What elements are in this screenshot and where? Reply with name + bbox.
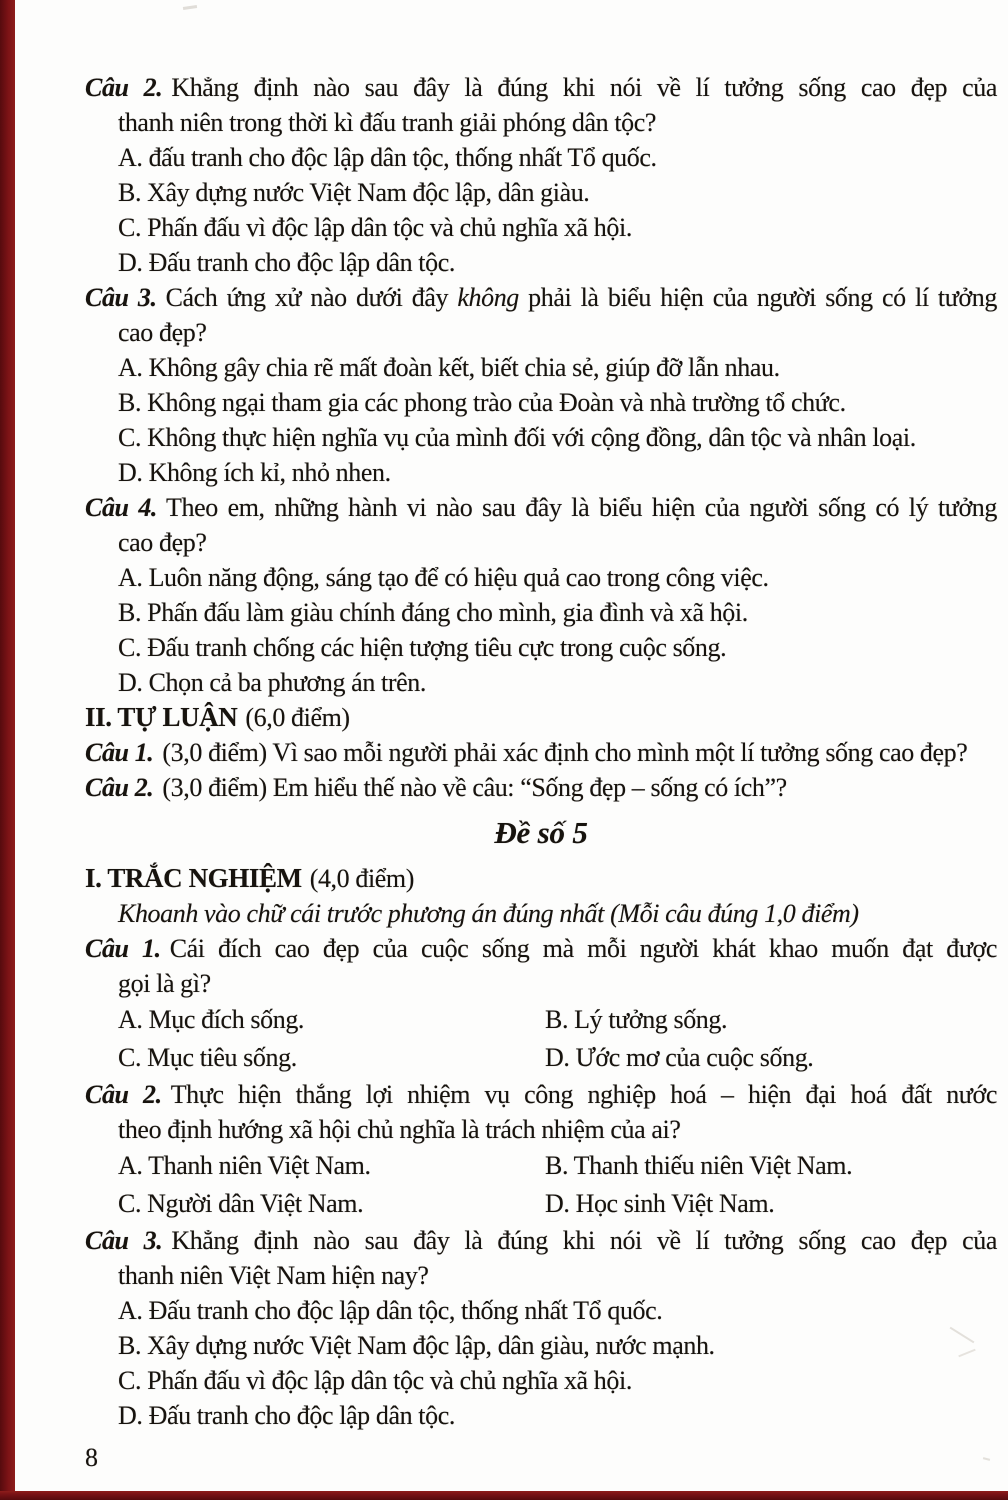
- answer-option: B. Thanh thiếu niên Việt Nam.: [545, 1151, 853, 1180]
- answer-option: B. Xây dựng nước Việt Nam độc lập, dân giàu, nước mạnh.: [118, 1331, 715, 1360]
- question-text-line: Theo em, những hành vi nào sau đây là biểu hiện của người sống có lý tưởng: [166, 493, 998, 522]
- section-title: II. TỰ LUẬN: [85, 702, 238, 732]
- book-cover-left-edge: [0, 0, 15, 1500]
- section-points: (4,0 điểm): [309, 864, 414, 893]
- answer-option: D. Học sinh Việt Nam.: [545, 1189, 775, 1218]
- page-number: 8: [85, 1443, 98, 1472]
- question-text-line: thanh niên trong thời kì đấu tranh giải phóng dân tộc?: [118, 108, 657, 137]
- answer-option: B. Xây dựng nước Việt Nam độc lập, dân giàu.: [118, 178, 590, 207]
- section-title: I. TRẮC NGHIỆM: [85, 863, 302, 893]
- question-label: Câu 4.: [85, 493, 158, 522]
- question-text-line: thanh niên Việt Nam hiện nay?: [118, 1261, 429, 1290]
- answer-option: A. Thanh niên Việt Nam.: [118, 1151, 371, 1180]
- answer-option: D. Đấu tranh cho độc lập dân tộc.: [118, 248, 455, 277]
- question-text-line: Khẳng định nào sau đây là đúng khi nói về lí tưởng sống cao đẹp của: [171, 73, 997, 102]
- answer-option: D. Ước mơ của cuộc sống.: [545, 1043, 814, 1072]
- question-heading: [85, 280, 997, 315]
- page-content: [85, 70, 997, 1473]
- question-label: Câu 2.: [85, 1080, 162, 1109]
- section-instruction: Khoanh vào chữ cái trước phương án đúng nhất (Mỗi câu đúng 1,0 điểm): [118, 899, 859, 928]
- answer-option: C. Phấn đấu vì độc lập dân tộc và chủ nghĩa xã hội.: [118, 213, 632, 242]
- question-label: Câu 3.: [85, 283, 157, 312]
- essay-question: [85, 735, 997, 770]
- answer-option: C. Người dân Việt Nam.: [118, 1189, 364, 1218]
- answer-option: A. Không gây chia rẽ mất đoàn kết, biết chia sẻ, giúp đỡ lẫn nhau.: [118, 353, 780, 382]
- answer-option: D. Chọn cả ba phương án trên.: [118, 668, 426, 697]
- essay-question: [85, 770, 997, 805]
- answer-option: A. Đấu tranh cho độc lập dân tộc, thống nhất Tổ quốc.: [118, 1296, 663, 1325]
- answer-option-row: [85, 1185, 997, 1223]
- question-label: Câu 3.: [85, 1226, 163, 1255]
- question-text-line: Khẳng định nào sau đây là đúng khi nói về lí tưởng sống cao đẹp của: [171, 1226, 997, 1255]
- emphasized-word: không: [457, 283, 519, 312]
- answer-option-row: [85, 1147, 997, 1185]
- question-text-line: (3,0 điểm) Em hiểu thế nào về câu: “Sống đẹp – sống có ích”?: [162, 773, 787, 802]
- question-text-line: phải là biểu hiện của người sống có lí tưởng: [518, 283, 997, 312]
- answer-option: A. đấu tranh cho độc lập dân tộc, thống nhất Tổ quốc.: [118, 143, 657, 172]
- question-heading: [85, 1077, 997, 1112]
- scan-artifact: [183, 5, 197, 10]
- answer-option: C. Phấn đấu vì độc lập dân tộc và chủ nghĩa xã hội.: [118, 1366, 632, 1395]
- question-text-line: Cái đích cao đẹp của cuộc sống mà mỗi người khát khao muốn đạt được: [169, 934, 997, 963]
- question-text-line: Cách ứng xử nào dưới đây: [165, 283, 458, 312]
- section-header-essay: [85, 700, 997, 735]
- answer-option-row: [85, 1039, 997, 1077]
- answer-option: D. Đấu tranh cho độc lập dân tộc.: [118, 1401, 455, 1430]
- question-text-line: gọi là gì?: [118, 969, 211, 998]
- book-cover-bottom-edge: [0, 1491, 1008, 1500]
- answer-option: B. Phấn đấu làm giàu chính đáng cho mình, gia đình và xã hội.: [118, 598, 748, 627]
- question-text-line: cao đẹp?: [118, 318, 207, 347]
- question-text-line: (3,0 điểm) Vì sao mỗi người phải xác định cho mình một lí tưởng sống cao đẹp?: [162, 738, 968, 767]
- question-label: Câu 1.: [85, 738, 154, 767]
- answer-option: B. Không ngại tham gia các phong trào của Đoàn và nhà trường tổ chức.: [118, 388, 846, 417]
- question-heading: [85, 1223, 997, 1258]
- answer-option: D. Không ích kỉ, nhỏ nhen.: [118, 458, 391, 487]
- section-header-multiple-choice: [85, 861, 997, 896]
- question-heading: [85, 490, 997, 525]
- question-label: Câu 2.: [85, 773, 154, 802]
- question-heading: [85, 70, 997, 105]
- answer-option-row: [85, 1001, 997, 1039]
- answer-option: A. Mục đích sống.: [118, 1005, 305, 1034]
- question-text-line: cao đẹp?: [118, 528, 207, 557]
- section-points: (6,0 điểm): [245, 703, 350, 732]
- exam-set-title: Đề số 5: [494, 815, 588, 850]
- answer-option: C. Không thực hiện nghĩa vụ của mình đối với cộng đồng, dân tộc và nhân loại.: [118, 423, 916, 452]
- question-text-line: theo định hướng xã hội chủ nghĩa là trách nhiệm của ai?: [118, 1115, 681, 1144]
- question-heading: [85, 931, 997, 966]
- question-label: Câu 2.: [85, 73, 163, 102]
- question-label: Câu 1.: [85, 934, 161, 963]
- answer-option: C. Mục tiêu sống.: [118, 1043, 297, 1072]
- answer-option: B. Lý tưởng sống.: [545, 1005, 728, 1034]
- answer-option: A. Luôn năng động, sáng tạo để có hiệu quả cao trong công việc.: [118, 563, 769, 592]
- answer-option: C. Đấu tranh chống các hiện tượng tiêu cực trong cuộc sống.: [118, 633, 727, 662]
- question-text-line: Thực hiện thắng lợi nhiệm vụ công nghiệp hoá – hiện đại hoá đất nước: [170, 1080, 997, 1109]
